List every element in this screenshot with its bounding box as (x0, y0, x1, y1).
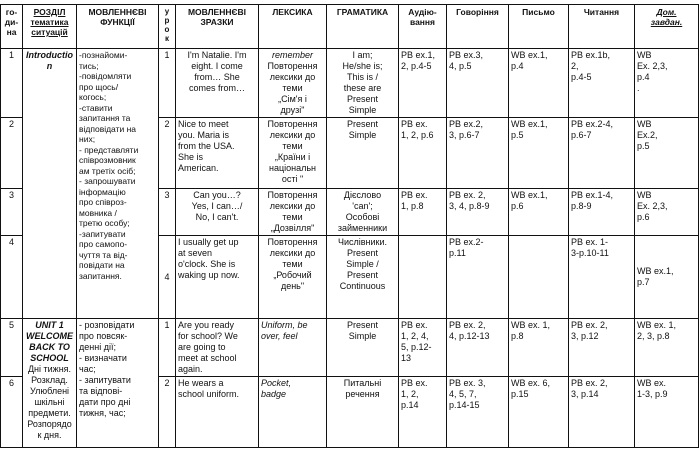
hour-cell: 3 (1, 189, 23, 236)
table-row (1, 319, 699, 377)
listening-cell: PB ex. 1, 2, p.14 (399, 377, 447, 448)
lesson-cell: 2 (159, 377, 176, 448)
lesson-cell: 3 (159, 189, 176, 236)
lexis-cell: Повторення лексики до теми „Дозвілля" (259, 189, 327, 236)
listening-cell: PB ex.1, 2, p.4-5 (399, 49, 447, 118)
patterns-cell: Nice to meet you. Maria is from the USA. She is American. (176, 118, 259, 189)
hour-cell: 5 (1, 319, 23, 377)
section-introduction: Introduction (23, 49, 77, 319)
header-functions: МОВЛЕННЄВІ ФУНКЦІЇ (77, 5, 159, 49)
writing-cell: WB ex. 1, p.8 (509, 319, 569, 377)
header-listening: Аудію- вання (399, 5, 447, 49)
table-row (1, 49, 699, 118)
reading-cell: PB ex. 2, 3, p.12 (569, 319, 635, 377)
patterns-cell: Can you…? Yes, I can…/ No, I can't. (176, 189, 259, 236)
lesson-plan-table (0, 4, 699, 448)
header-speaking: Говоріння (447, 5, 509, 49)
reading-cell: PB ex.1b, 2, p.4-5 (569, 49, 635, 118)
header-section: РОЗДІЛ тематика ситуацій (23, 5, 77, 49)
patterns-cell: I usually get up at seven o'clock. She is waking up now. (176, 236, 259, 319)
header-hour: го- ди- на (1, 5, 23, 49)
patterns-cell: Are you ready for school? We are going to meet at school again. (176, 319, 259, 377)
hour-cell: 6 (1, 377, 23, 448)
speaking-cell: PB ex. 2, 4, p.12-13 (447, 319, 509, 377)
header-reading: Читання (569, 5, 635, 49)
homework-cell: WB ex.1, p.7 (635, 236, 699, 319)
hour-cell: 1 (1, 49, 23, 118)
lexis-cell: Pocket, badge (259, 377, 327, 448)
header-row (1, 5, 699, 49)
patterns-cell: He wears a school uniform. (176, 377, 259, 448)
lexis-cell: Повторення лексики до теми „Країни і національн ості " (259, 118, 327, 189)
speaking-cell: PB ex. 2, 3, 4, p.8-9 (447, 189, 509, 236)
listening-cell: PB ex. 1, 2, p.6 (399, 118, 447, 189)
grammar-cell: I am; He/she is; This is / these are Present Simple (327, 49, 399, 118)
lesson-cell: 1 (159, 49, 176, 118)
writing-cell: WB ex.1, p.4 (509, 49, 569, 118)
speaking-cell: PB ex.2, 3, p.6-7 (447, 118, 509, 189)
writing-cell (509, 236, 569, 319)
homework-cell: WB Ex. 2,3, p.6 (635, 189, 699, 236)
reading-cell: PB ex.1-4, p.8-9 (569, 189, 635, 236)
speaking-cell: PB ex.3, 4, p.5 (447, 49, 509, 118)
homework-cell: WB ex. 1-3, p.9 (635, 377, 699, 448)
homework-cell: WB Ex. 2,3, p.4 . (635, 49, 699, 118)
section-unit-1: UNIT 1 WELCOME BACK TO SCHOOL Дні тижня. Розклад. Улюблені шкільні предмети. Розпорядо к дня. (23, 319, 77, 448)
speaking-cell: PB ex. 3, 4, 5, 7, p.14-15 (447, 377, 509, 448)
homework-cell: WB ex. 1, 2, 3, p.8 (635, 319, 699, 377)
lesson-cell: 2 (159, 118, 176, 189)
listening-cell (399, 236, 447, 319)
header-lesson: у р о к (159, 5, 176, 49)
grammar-cell: Питальні речення (327, 377, 399, 448)
reading-cell: PB ex. 2, 3, p.14 (569, 377, 635, 448)
hour-cell: 2 (1, 118, 23, 189)
lesson-cell: 4 (159, 236, 176, 319)
writing-cell: WB ex.1, p.5 (509, 118, 569, 189)
reading-cell: PB ex.2-4, p.6-7 (569, 118, 635, 189)
functions-unit-1: - розповідати про повсяк- денні дії; - визначати час; - запитувати та відпові- дати про дні тижня, час; (77, 319, 159, 448)
lexis-cell: Повторення лексики до теми „Робочий день" (259, 236, 327, 319)
header-writing: Письмо (509, 5, 569, 49)
hour-cell: 4 (1, 236, 23, 319)
lexis-cell: Uniform, be over, feel (259, 319, 327, 377)
writing-cell: WB ex. 6, p.15 (509, 377, 569, 448)
lexis-cell: remember Повторення лексики до теми „Сім'я і друзі" (259, 49, 327, 118)
functions-introduction: -познайоми- тись; -повідомляти про щось/ когось; -ставити запитання та відповідати на них; - представляти співрозмовник ам третіх осіб; - запрошувати інформацію про співроз- мовника / третю особу; -запитувати про самопо- чуття та від- повідати на запитання. (77, 49, 159, 319)
writing-cell: WB ex.1, p.6 (509, 189, 569, 236)
homework-cell: WB Ex.2, p.5 (635, 118, 699, 189)
speaking-cell: PB ex.2- p.11 (447, 236, 509, 319)
grammar-cell: Дієслово 'can'; Особові займенники (327, 189, 399, 236)
patterns-cell: I'm Natalie. I'm eight. I come from… She comes from… (176, 49, 259, 118)
grammar-cell: Present Simple (327, 319, 399, 377)
header-grammar: ГРАМАТИКА (327, 5, 399, 49)
header-lexis: ЛЕКСИКА (259, 5, 327, 49)
grammar-cell: Числівники. Present Simple / Present Continuous (327, 236, 399, 319)
listening-cell: PB ex. 1, p.8 (399, 189, 447, 236)
header-homework: Дом. завдан. (635, 5, 699, 49)
listening-cell: PB ex. 1, 2, 4, 5, p.12- 13 (399, 319, 447, 377)
reading-cell: PB ex. 1- 3-p.10-11 (569, 236, 635, 319)
header-patterns: МОВЛЕННЄВІ ЗРАЗКИ (176, 5, 259, 49)
lesson-cell: 1 (159, 319, 176, 377)
grammar-cell: Present Simple (327, 118, 399, 189)
